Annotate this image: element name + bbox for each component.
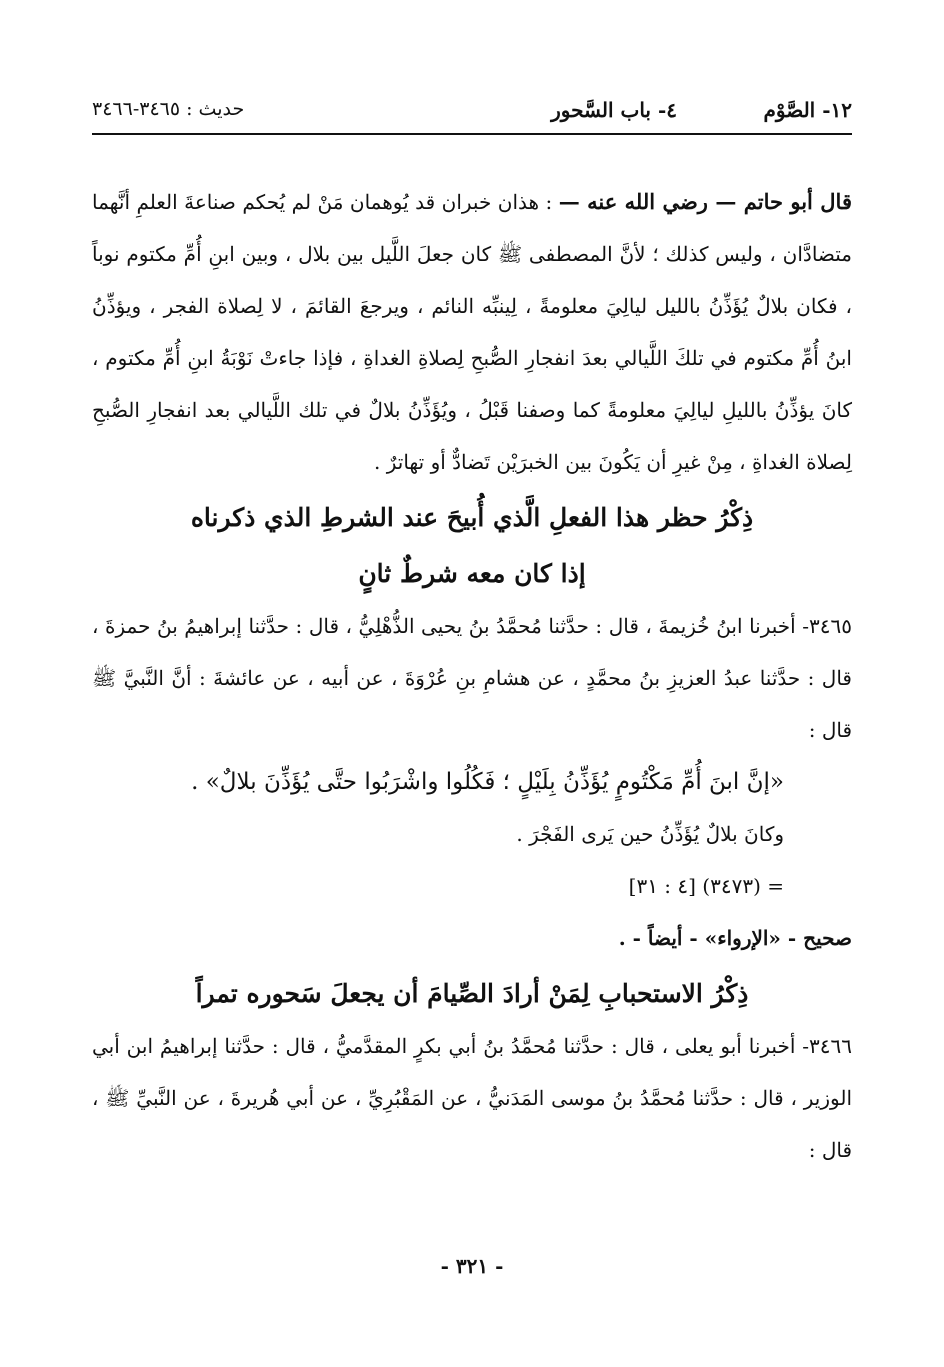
hadith-3465-note: وكانَ بلالٌ يُؤَذِّنُ حين يَرى الفَجْرَ . — [516, 822, 784, 846]
hadith-3465-grade: صحيح - «الإرواء» - أيضاً - . — [618, 926, 852, 950]
heading-1-line-2: إذا كان معه شرطٌ ثانٍ — [358, 559, 586, 588]
hadith-range: حديث : ٣٤٦٥-٣٤٦٦ — [92, 98, 245, 120]
commentary-speaker: قال أبو حاتم — رضي الله عنه — — [558, 189, 852, 214]
chapter-title: ١٢- الصَّوْم — [763, 98, 852, 122]
heading-2: ذِكْرُ الاستحبابِ لِمَنْ أرادَ الصِّيامَ أن يجعلَ سَحوره تمراً — [195, 979, 749, 1008]
hadith-3465-matn: «إنَّ ابنَ أُمِّ مَكْتُومٍ يُؤَذِّنُ بِلَيْلٍ ؛ فَكُلُوا واشْرَبُوا حتَّى يُؤَذِّنَ بلالٌ» . — [191, 769, 784, 795]
hadith-3465-isnad: ٣٤٦٥- أخبرنا ابنُ خُزيمةَ ، قال : حدَّثنا مُحمَّدُ بنُ يحيى الذُّهْلِيُّ ، قال : حدَّثنا إبراهيمُ بنُ حمزةَ ، قال : حدَّثنا عبدُ العزيزِ بنُ محمَّدٍ ، عن هشامِ بنِ عُرْوَةَ ، عن أبيه ، عن عائشةَ : أنَّ النَّبيَّ ﷺ قال : — [92, 614, 852, 742]
commentary-text: : هذان خبران قد يُوهمان مَنْ لم يُحكم صناعةَ العلمِ أنَّهما متضادَّان ، وليس كذلك ؛ لأنَّ المصطفى ﷺ كان جعلَ اللَّيل بين بلال ، وبين ابنِ أُمِّ مكتوم نوباً ، فكان بلالٌ يُؤَذِّنُ بالليل ليالِيَ معلومةً ، لِينبِّه النائم ، ويرجعَ القائمَ ، لا لِصلاة الفجر ، ويؤذِّنُ ابنُ أُمِّ مكتوم في تلكَ اللَّيالي بعدَ انفجارِ الصُّبحِ لِصلاةِ الغداةِ ، فإذا جاءتْ نَوْبَةُ ابنِ أُمِّ مكتوم ، كانَ يؤذِّنُ بالليلِ ليالِيَ معلومةً كما وصفنا قَبْلُ ، ويُؤَذِّنُ بلالٌ في تلك اللَّيالي بعد انفجارِ الصُّبحِ لِصلاة الغداةِ ، مِنْ غيرِ أن يَكُونَ بين الخبرَيْن تَضادٌّ أو تهاترٌ . — [92, 190, 852, 474]
hadith-3466-isnad: ٣٤٦٦- أخبرنا أبو يعلى ، قال : حدَّثنا مُحمَّدُ بنُ أبي بكرٍ المقدَّميُّ ، قال : حدَّثنا إبراهيمُ ابن أبي الوزير ، قال : حدَّثنا مُحمَّدُ بنُ موسى المَدَنيُّ ، عن المَقْبُرِيِّ ، عن أبي هُريرةَ ، عن النَّبيِّ ﷺ ، قال : — [92, 1034, 852, 1162]
section-title: ٤- باب السَّحور — [551, 98, 677, 122]
heading-1-line-1: ذِكْرُ حظر هذا الفعلِ الَّذي أُبيحَ عند الشرطِ الذي ذكرناه — [190, 503, 754, 532]
hadith-3465-quote — [92, 756, 852, 912]
commentary-paragraph — [92, 176, 852, 488]
running-head — [92, 96, 852, 130]
header-rule — [92, 133, 852, 135]
hadith-3465-reference: = (٣٤٧٣) [٤ : ٣١] — [628, 874, 784, 898]
main-text — [92, 176, 852, 1176]
page-number: - ٣٢١ - — [440, 1254, 504, 1278]
